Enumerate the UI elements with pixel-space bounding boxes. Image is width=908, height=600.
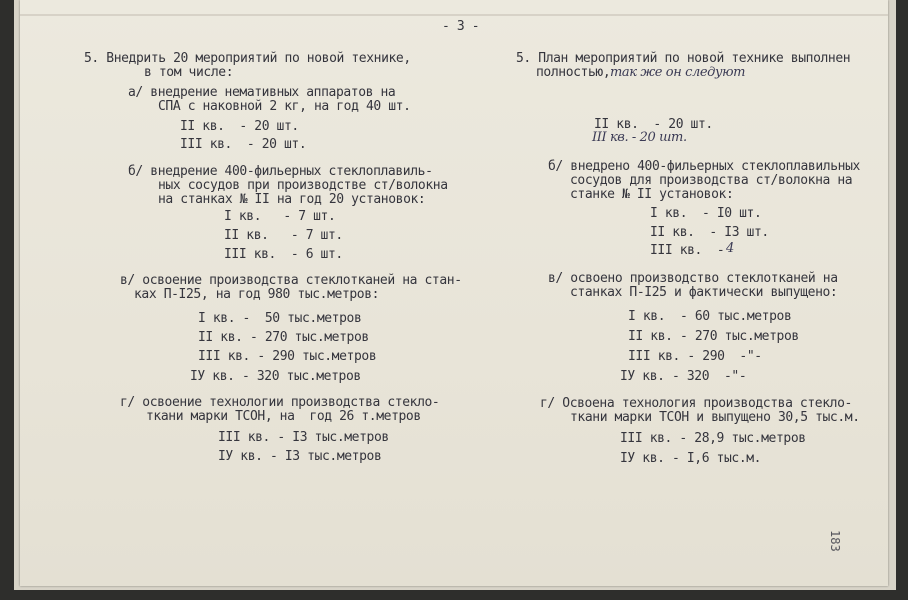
right-b-line1: б/ внедрено 400-фильерных стеклоплавильных [548, 159, 860, 174]
left-v-line1: в/ освоение производства стеклотканей на стан- [120, 273, 462, 288]
document-page [20, 0, 888, 586]
right-v-line1: в/ освоено производство стеклотканей на [548, 271, 838, 286]
right-b-q3: III кв. - [650, 243, 725, 258]
left-g-q4: IУ кв. - I3 тыс.метров [218, 449, 382, 464]
left-g-q3: III кв. - I3 тыс.метров [218, 430, 389, 445]
left-a-q2: II кв. - 20 шт. [180, 119, 299, 134]
left-b-line3: на станках № II на год 20 установок: [158, 192, 426, 207]
right-item5-handwritten: так же он следуют [610, 65, 746, 80]
right-g-q3: III кв. - 28,9 тыс.метров [620, 431, 806, 446]
left-v-line2: ках П-I25, на год 980 тыс.метров: [134, 287, 380, 302]
right-g-q4: IУ кв. - I,6 тыс.м. [620, 451, 762, 466]
left-v-q3: III кв. - 290 тыс.метров [198, 349, 377, 364]
archive-stamp: 183 [828, 530, 842, 552]
left-g-line1: г/ освоение технологии производства стекло- [120, 395, 440, 410]
right-item5-line2: полностью, [536, 65, 611, 80]
left-v-q1: I кв. - 50 тыс.метров [198, 311, 362, 326]
left-g-line2: ткани марки ТСОН, на год 26 т.метров [146, 409, 421, 424]
right-g-line1: г/ Освоена технология производства стекло- [540, 396, 852, 411]
left-v-q2: II кв. - 270 тыс.метров [198, 330, 369, 345]
left-b-q2: II кв. - 7 шт. [224, 228, 343, 243]
left-b-line1: б/ внедрение 400-фильерных стеклоплавиль- [128, 164, 433, 179]
left-b-q3: III кв. - 6 шт. [224, 247, 343, 262]
left-item5-line1: 5. Внедрить 20 мероприятий по новой технике, [84, 51, 411, 66]
right-b-line2: сосудов для производства ст/волокна на [570, 173, 853, 188]
right-b-q2: II кв. - I3 шт. [650, 225, 769, 240]
right-v-q4: IУ кв. - 320 -"- [620, 369, 747, 384]
right-v-line2: станках П-I25 и фактически выпущено: [570, 285, 838, 300]
left-a-q3: III кв. - 20 шт. [180, 137, 307, 152]
right-b-q3-handwritten: 4 [726, 241, 734, 256]
page-number: - 3 - [442, 19, 480, 34]
right-v-q2: II кв. - 270 тыс.метров [628, 329, 799, 344]
right-v-q3: III кв. - 290 -"- [628, 349, 762, 364]
right-b-q1: I кв. - I0 шт. [650, 206, 762, 221]
right-b-line3: станке № II установок: [570, 187, 734, 202]
left-item5-line2: в том числе: [144, 65, 234, 80]
right-a-q2: II кв. - 20 шт. [594, 117, 713, 132]
right-v-q1: I кв. - 60 тыс.метров [628, 309, 792, 324]
right-a-q3-handwritten: III кв. - 20 шт. [592, 130, 687, 145]
right-g-line2: ткани марки ТСОН и выпущено 30,5 тыс.м. [570, 410, 860, 425]
right-item5-line1: 5. План мероприятий по новой технике выполнен [516, 51, 851, 66]
left-a-line1: а/ внедрение немативных аппаратов на [128, 85, 396, 100]
left-a-line2: СПА с наковной 2 кг, на год 40 шт. [158, 99, 411, 114]
left-v-q4: IУ кв. - 320 тыс.метров [190, 369, 361, 384]
left-b-line2: ных сосудов при производстве ст/волокна [158, 178, 448, 193]
left-b-q1: I кв. - 7 шт. [224, 209, 336, 224]
